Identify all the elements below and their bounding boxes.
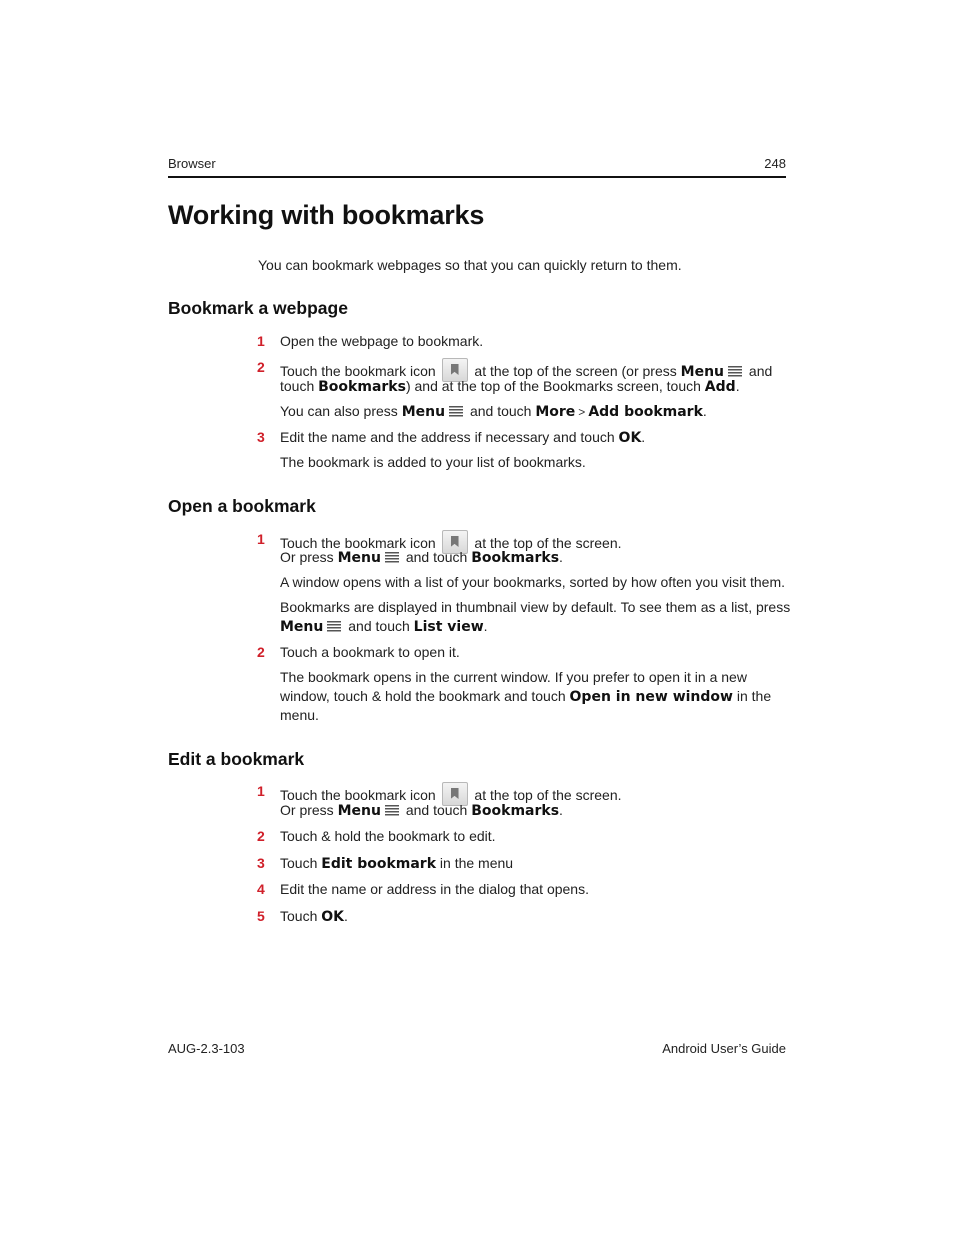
- step-number: 1: [257, 783, 265, 799]
- text-run: and touch: [405, 802, 468, 818]
- menu-icon: [449, 406, 463, 417]
- add-label: Add: [704, 379, 736, 395]
- ok-label: OK: [618, 430, 642, 446]
- text-run: and touch: [469, 403, 532, 419]
- step-text: Touch & hold the bookmark to edit.: [280, 828, 496, 844]
- text-run: at the top of the screen (or press: [474, 363, 677, 379]
- text-run: .: [559, 549, 563, 565]
- step-text: [280, 428, 645, 448]
- text-run: Touch: [280, 855, 318, 871]
- heading-edit-bookmark: Edit a bookmark: [168, 749, 305, 769]
- heading-open-bookmark: Open a bookmark: [168, 496, 316, 516]
- step-text-continued: [280, 377, 740, 397]
- menu-key-label: Menu: [337, 803, 381, 819]
- step-note: A window opens with a list of your bookmarks, sorted by how often you visit them.: [280, 574, 786, 590]
- ok-label: OK: [321, 909, 344, 925]
- intro-paragraph: You can bookmark webpages so that you can quickly return to them.: [258, 257, 682, 273]
- step-text: [280, 854, 513, 874]
- footer-guide-title: Android User’s Guide: [662, 1041, 786, 1056]
- menu-key-label: Menu: [280, 619, 324, 635]
- step-text: Open the webpage to bookmark.: [280, 333, 484, 349]
- step-text: [280, 907, 348, 927]
- list-view-label: List view: [413, 619, 484, 635]
- page-title: Working with bookmarks: [168, 200, 485, 230]
- text-run: and: [748, 363, 773, 379]
- step-text: Edit the name or address in the dialog that opens.: [280, 881, 589, 897]
- text-run: and touch: [405, 549, 468, 565]
- step-note-continued: [280, 687, 771, 707]
- text-run: Or press: [280, 802, 334, 818]
- text-run: Edit the name and the address if necessary and touch: [280, 429, 615, 445]
- menu-icon: [728, 366, 742, 377]
- text-run: and touch: [348, 618, 410, 634]
- step-number: 1: [257, 531, 265, 547]
- text-run: in the: [736, 688, 772, 704]
- text-run: Or press: [280, 549, 334, 565]
- text-run: .: [641, 429, 646, 445]
- step-text-continued: [280, 801, 563, 821]
- step-number: 2: [257, 828, 265, 844]
- footer-doc-id: AUG-2.3-103: [168, 1041, 245, 1056]
- text-run: Touch: [280, 908, 318, 924]
- text-run: .: [702, 403, 707, 419]
- header-section-label: Browser: [168, 156, 216, 171]
- step-note-continued: [280, 617, 488, 637]
- step-note-continued: menu.: [280, 707, 319, 723]
- step-number: 3: [257, 855, 265, 871]
- step-note: Bookmarks are displayed in thumbnail view by default. To see them as a list, press: [280, 599, 791, 615]
- menu-key-label: Menu: [337, 550, 381, 566]
- step-note: [280, 402, 707, 422]
- menu-icon: [385, 552, 399, 563]
- edit-bookmark-label: Edit bookmark: [321, 856, 437, 872]
- menu-key-label: Menu: [680, 364, 725, 380]
- header-rule: [168, 176, 786, 178]
- menu-key-label: Menu: [401, 404, 446, 420]
- heading-bookmark-webpage: Bookmark a webpage: [168, 298, 348, 318]
- text-run: You can also press: [280, 403, 398, 419]
- step-note: The bookmark opens in the current window. If you prefer to open it in a new: [280, 669, 747, 685]
- add-bookmark-label: Add bookmark: [588, 404, 703, 420]
- text-run: Touch the bookmark icon: [280, 787, 436, 803]
- step-text: Touch a bookmark to open it.: [280, 644, 460, 660]
- step-number: 2: [257, 359, 265, 375]
- step-number: 2: [257, 644, 265, 660]
- text-run: ) and at the top of the Bookmarks screen, touch: [405, 378, 701, 394]
- chevron-right-icon: >: [578, 405, 586, 419]
- page-number: 248: [764, 156, 786, 171]
- bookmarks-label: Bookmarks: [471, 550, 560, 566]
- text-run: .: [483, 618, 488, 634]
- step-number: 4: [257, 881, 265, 897]
- bookmarks-label: Bookmarks: [318, 379, 406, 395]
- menu-icon: [327, 621, 341, 632]
- step-number: 5: [257, 908, 265, 924]
- text-run: .: [559, 802, 563, 818]
- text-run: in the menu: [439, 855, 514, 871]
- text-run: Touch the bookmark icon: [280, 363, 436, 379]
- menu-icon: [385, 805, 399, 816]
- step-text-continued: [280, 548, 563, 568]
- text-run: at the top of the screen.: [474, 787, 622, 803]
- text-run: window, touch & hold the bookmark and touch: [280, 688, 566, 704]
- text-run: Touch the bookmark icon: [280, 535, 436, 551]
- text-run: at the top of the screen.: [474, 535, 622, 551]
- step-number: 3: [257, 429, 265, 445]
- text-run: touch: [280, 378, 315, 394]
- text-run: .: [735, 378, 740, 394]
- more-label: More: [535, 404, 576, 420]
- open-in-new-window-label: Open in new window: [569, 689, 733, 705]
- text-run: .: [344, 908, 348, 924]
- step-note: The bookmark is added to your list of bookmarks.: [280, 454, 586, 470]
- step-number: 1: [257, 333, 265, 349]
- bookmarks-label: Bookmarks: [471, 803, 560, 819]
